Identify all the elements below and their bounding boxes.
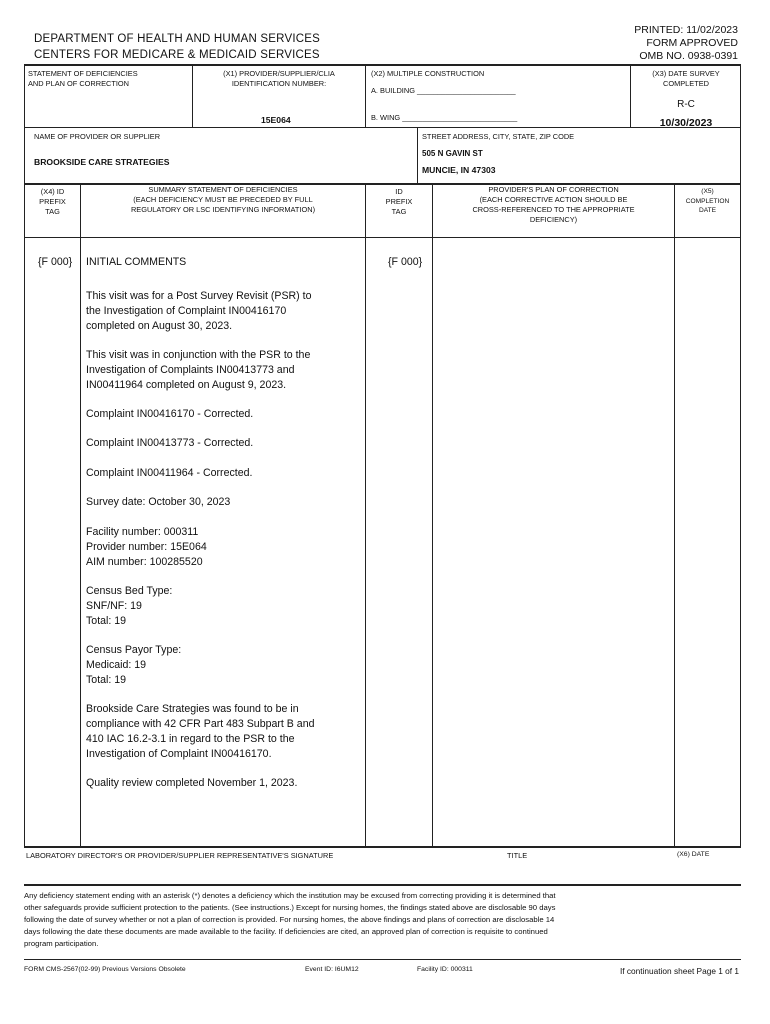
address-street: 505 N GAVIN ST [422,149,483,158]
plan-tag: {F 000} [388,256,423,268]
survey-completed-date: 10/30/2023 [659,117,713,129]
address-label: STREET ADDRESS, CITY, STATE, ZIP CODE [422,132,575,141]
col-divider-1 [80,183,81,847]
col-divider-4 [674,183,675,847]
printed-date: PRINTED: 11/02/2023 [634,24,738,36]
disclaimer: Any deficiency statement ending with an asterisk (*) denotes a deficiency which the institution may be excused from correcting providing it is determined that other safeguards provide sufficient protection to the patients. (See instructions.) Except for nursing homes, the findings stated above are disclosable 90 days following the date of survey whether or not a plan of correction is provided. For nursing homes, the above findings and plans of correction are disclosable 14 days following the date these documents are made available to the facility. If deficiencies are cited, an approved plan of correction is requisite to continued program participation. [24,891,556,948]
id-prefix-header: ID PREFIX TAG [385,187,413,216]
complaint-1-status: Complaint IN00416170 - Corrected. [86,408,254,420]
compliance-statement: Brookside Care Strategies was found to be in compliance with 42 CFR Part 483 Subpart B and 410 IAC 16.2-3.1 in regard to the PSR to the Investigation of Complaint IN00416170. [86,703,315,760]
agency-title: CENTERS FOR MEDICARE & MEDICAID SERVICES [34,49,320,61]
quality-review: Quality review completed November 1, 2023. [86,777,298,789]
signature-label: LABORATORY DIRECTOR'S OR PROVIDER/SUPPLIER REPRESENTATIVE'S SIGNATURE [26,851,334,860]
complaint-3-status: Complaint IN00411964 - Corrected. [86,467,253,479]
survey-rc: R-C [677,99,695,110]
event-id: Event ID: I6UM12 [305,966,359,973]
x2-wing: B. WING ____________________________ [371,113,518,122]
x5-header: (X5) COMPLETION DATE [685,188,730,214]
footer-rule [24,959,741,960]
page-indicator: If continuation sheet Page 1 of 1 [619,966,739,976]
paragraph-psr: This visit was for a Post Survey Revisit (PSR) to the Investigation of Complaint IN00416170 completed on August 30, 2023. [86,290,312,332]
provider-name-label: NAME OF PROVIDER OR SUPPLIER [34,132,161,141]
form-number: FORM CMS-2567(02-99) Previous Versions Obsolete [24,966,186,973]
divider-x3 [630,64,631,127]
col-divider-3 [432,183,433,847]
summary-header: SUMMARY STATEMENT OF DEFICIENCIES (EACH DEFICIENCY MUST BE PRECEDED BY FULL REGULATORY OR LSC IDENTIFYING INFORMATION) [130,185,316,214]
table-left-edge [24,183,25,847]
statement-label: STATEMENT OF DEFICIENCIES AND PLAN OF CORRECTION [28,69,138,88]
facility-id: Facility ID: 000311 [417,966,473,973]
box-left-edge [24,64,25,183]
omb-number: OMB NO. 0938-0391 [639,50,738,62]
x3-label: (X3) DATE SURVEY COMPLETED [652,69,720,88]
x2-label: (X2) MULTIPLE CONSTRUCTION [371,69,485,78]
x4-header: (X4) ID PREFIX TAG [39,187,66,216]
census-bed-type: Census Bed Type: SNF/NF: 19 Total: 19 [86,585,173,627]
department-title: DEPARTMENT OF HEALTH AND HUMAN SERVICES [34,33,320,45]
paragraph-conjunction: This visit was in conjunction with the PSR to the Investigation of Complaints IN00413773 and IN00411964 completed on August 9, 2023. [86,349,311,391]
col-divider-2 [365,183,366,847]
column-header-rule [24,237,741,238]
plan-header: PROVIDER'S PLAN OF CORRECTION (EACH CORRECTIVE ACTION SHOULD BE CROSS-REFERENCED TO THE APPROPRIATE DEFICIENCY) [472,185,635,224]
top-rule [24,64,741,66]
title-label: TITLE [507,851,528,860]
signature-bottom-rule [24,884,741,886]
provider-name: BROOKSIDE CARE STRATEGIES [34,157,170,167]
complaint-2-status: Complaint IN00413773 - Corrected. [86,437,254,449]
divider-x2 [365,64,366,127]
survey-date: Survey date: October 30, 2023 [86,496,231,508]
form-approved: FORM APPROVED [646,37,738,49]
box-right-edge [740,64,741,183]
table-right-edge [740,183,741,847]
divider-x1 [192,64,193,127]
divider-address [417,127,418,183]
provider-id-value: 15E064 [261,115,291,125]
x1-label: (X1) PROVIDER/SUPPLIER/CLIA IDENTIFICATION NUMBER: [223,69,335,88]
facility-numbers: Facility number: 000311 Provider number: 15E064 AIM number: 100285520 [86,526,207,568]
x6-date-label: (X6) DATE [677,851,710,858]
x2-building: A. BUILDING ________________________ [371,86,516,95]
deficiency-tag: {F 000} [38,256,73,268]
address-city: MUNCIE, IN 47303 [422,165,496,175]
initial-comments-heading: INITIAL COMMENTS [86,256,187,268]
census-payor-type: Census Payor Type: Medicaid: 19 Total: 19 [86,644,182,686]
table-bottom-rule [24,846,741,848]
